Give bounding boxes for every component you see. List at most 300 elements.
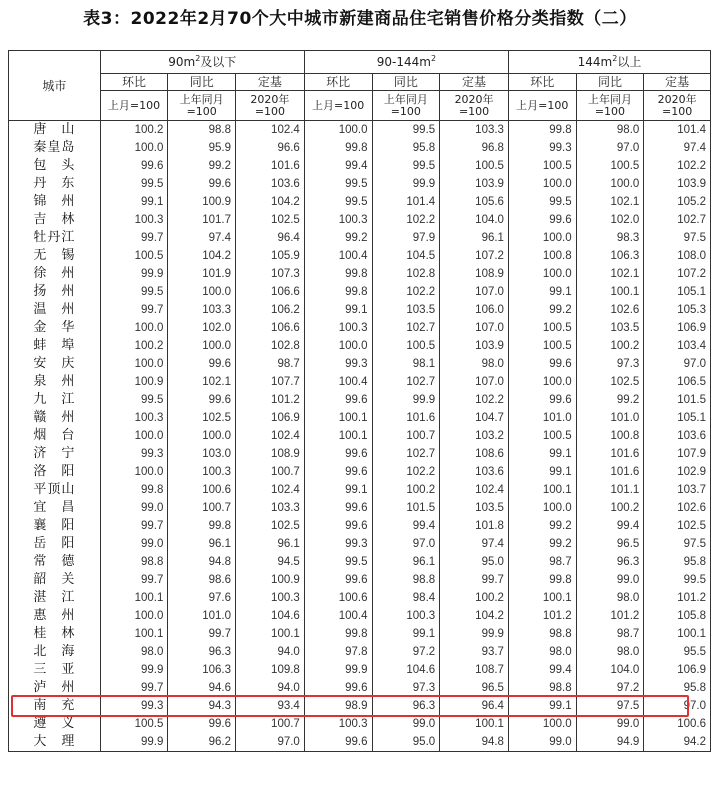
value-cell: 100.3 bbox=[168, 463, 236, 481]
value-cell: 103.9 bbox=[440, 337, 509, 355]
value-cell: 106.9 bbox=[644, 661, 711, 679]
city-cell: 大 理 bbox=[9, 733, 101, 752]
value-cell: 99.1 bbox=[304, 481, 372, 499]
base-header: 上月=100 bbox=[508, 91, 576, 121]
city-cell: 扬 州 bbox=[9, 283, 101, 301]
value-cell: 102.0 bbox=[168, 319, 236, 337]
city-cell: 金 华 bbox=[9, 319, 101, 337]
value-cell: 100.6 bbox=[304, 589, 372, 607]
table-row bbox=[9, 733, 711, 752]
value-cell: 99.8 bbox=[100, 481, 168, 499]
value-cell: 101.5 bbox=[644, 391, 711, 409]
value-cell: 99.4 bbox=[372, 517, 440, 535]
table-row bbox=[9, 625, 711, 643]
value-cell: 100.5 bbox=[372, 337, 440, 355]
value-cell: 103.5 bbox=[440, 499, 509, 517]
table-row bbox=[9, 445, 711, 463]
value-cell: 99.7 bbox=[100, 229, 168, 247]
table-title: 表3：2022年2月70个大中城市新建商品住宅销售价格分类指数（二） bbox=[83, 9, 637, 29]
value-cell: 107.3 bbox=[236, 265, 305, 283]
table-row bbox=[9, 193, 711, 211]
value-cell: 97.4 bbox=[644, 139, 711, 157]
city-cell: 三 亚 bbox=[9, 661, 101, 679]
value-cell: 103.5 bbox=[576, 319, 644, 337]
value-cell: 99.1 bbox=[100, 193, 168, 211]
value-cell: 100.7 bbox=[372, 427, 440, 445]
value-cell: 105.3 bbox=[644, 301, 711, 319]
value-cell: 100.3 bbox=[304, 211, 372, 229]
value-cell: 100.4 bbox=[304, 247, 372, 265]
value-cell: 107.7 bbox=[236, 373, 305, 391]
base-header-row bbox=[9, 91, 711, 121]
value-cell: 100.5 bbox=[508, 427, 576, 445]
value-cell: 98.4 bbox=[372, 589, 440, 607]
value-cell: 99.6 bbox=[168, 175, 236, 193]
value-cell: 100.2 bbox=[100, 337, 168, 355]
value-cell: 98.0 bbox=[576, 121, 644, 140]
city-column-header: 城市 bbox=[9, 51, 101, 121]
city-cell: 北 海 bbox=[9, 643, 101, 661]
city-cell: 九 江 bbox=[9, 391, 101, 409]
value-cell: 106.5 bbox=[644, 373, 711, 391]
value-cell: 99.8 bbox=[508, 121, 576, 140]
value-cell: 105.1 bbox=[644, 409, 711, 427]
value-cell: 100.2 bbox=[576, 499, 644, 517]
value-cell: 99.9 bbox=[372, 175, 440, 193]
value-cell: 106.6 bbox=[236, 283, 305, 301]
value-cell: 106.2 bbox=[236, 301, 305, 319]
value-cell: 106.3 bbox=[168, 661, 236, 679]
value-cell: 106.9 bbox=[236, 409, 305, 427]
value-cell: 100.5 bbox=[440, 157, 509, 175]
value-cell: 100.1 bbox=[304, 427, 372, 445]
value-cell: 99.2 bbox=[576, 391, 644, 409]
value-cell: 99.5 bbox=[100, 391, 168, 409]
city-cell: 宜 昌 bbox=[9, 499, 101, 517]
value-cell: 101.4 bbox=[372, 193, 440, 211]
value-cell: 100.0 bbox=[100, 355, 168, 373]
value-cell: 104.6 bbox=[372, 661, 440, 679]
value-cell: 100.3 bbox=[100, 211, 168, 229]
value-cell: 105.6 bbox=[440, 193, 509, 211]
value-cell: 99.6 bbox=[168, 391, 236, 409]
table-row bbox=[9, 697, 711, 715]
value-cell: 96.3 bbox=[168, 643, 236, 661]
value-cell: 99.9 bbox=[100, 661, 168, 679]
table-row bbox=[9, 139, 711, 157]
value-cell: 99.1 bbox=[508, 445, 576, 463]
value-cell: 101.0 bbox=[168, 607, 236, 625]
value-cell: 100.0 bbox=[508, 229, 576, 247]
value-cell: 100.3 bbox=[304, 319, 372, 337]
value-cell: 100.0 bbox=[100, 607, 168, 625]
value-cell: 102.0 bbox=[576, 211, 644, 229]
value-cell: 108.0 bbox=[644, 247, 711, 265]
city-cell: 牡丹江 bbox=[9, 229, 101, 247]
value-cell: 94.5 bbox=[236, 553, 305, 571]
value-cell: 99.9 bbox=[440, 625, 509, 643]
value-cell: 98.0 bbox=[576, 643, 644, 661]
value-cell: 103.3 bbox=[440, 121, 509, 140]
value-cell: 100.5 bbox=[100, 247, 168, 265]
value-cell: 102.1 bbox=[576, 265, 644, 283]
table-row bbox=[9, 211, 711, 229]
value-cell: 96.1 bbox=[440, 229, 509, 247]
value-cell: 102.9 bbox=[644, 463, 711, 481]
value-cell: 102.6 bbox=[576, 301, 644, 319]
value-cell: 100.6 bbox=[644, 715, 711, 733]
value-cell: 104.6 bbox=[236, 607, 305, 625]
value-cell: 99.6 bbox=[508, 355, 576, 373]
value-cell: 98.8 bbox=[100, 553, 168, 571]
value-cell: 99.9 bbox=[372, 391, 440, 409]
value-cell: 99.6 bbox=[304, 499, 372, 517]
table-row bbox=[9, 589, 711, 607]
city-cell: 常 德 bbox=[9, 553, 101, 571]
city-cell: 徐 州 bbox=[9, 265, 101, 283]
value-cell: 95.8 bbox=[644, 553, 711, 571]
value-cell: 105.9 bbox=[236, 247, 305, 265]
table-row bbox=[9, 517, 711, 535]
value-cell: 100.5 bbox=[508, 337, 576, 355]
value-cell: 102.7 bbox=[372, 319, 440, 337]
value-cell: 100.0 bbox=[100, 427, 168, 445]
value-cell: 99.8 bbox=[508, 571, 576, 589]
city-cell: 南 充 bbox=[9, 697, 101, 715]
value-cell: 99.6 bbox=[304, 517, 372, 535]
value-cell: 108.9 bbox=[236, 445, 305, 463]
value-cell: 99.8 bbox=[304, 265, 372, 283]
group-label-sup: 2 bbox=[195, 54, 201, 63]
metric-header: 同比 bbox=[576, 74, 644, 91]
group-label: 144m bbox=[577, 55, 613, 69]
value-cell: 103.9 bbox=[644, 175, 711, 193]
value-cell: 98.7 bbox=[576, 625, 644, 643]
value-cell: 99.5 bbox=[644, 571, 711, 589]
table-row bbox=[9, 337, 711, 355]
value-cell: 99.0 bbox=[100, 535, 168, 553]
value-cell: 100.0 bbox=[100, 139, 168, 157]
value-cell: 100.0 bbox=[168, 427, 236, 445]
value-cell: 99.5 bbox=[100, 283, 168, 301]
value-cell: 99.6 bbox=[304, 463, 372, 481]
value-cell: 100.1 bbox=[236, 625, 305, 643]
base-header: 2020年=100 bbox=[644, 91, 711, 121]
value-cell: 103.4 bbox=[644, 337, 711, 355]
value-cell: 102.5 bbox=[576, 373, 644, 391]
city-cell: 蚌 埠 bbox=[9, 337, 101, 355]
value-cell: 97.6 bbox=[168, 589, 236, 607]
group-label: 90-144m bbox=[376, 55, 431, 69]
value-cell: 100.1 bbox=[100, 589, 168, 607]
value-cell: 101.5 bbox=[372, 499, 440, 517]
value-cell: 102.8 bbox=[236, 337, 305, 355]
value-cell: 103.5 bbox=[372, 301, 440, 319]
value-cell: 102.5 bbox=[236, 211, 305, 229]
group-label-sup: 2 bbox=[430, 54, 437, 63]
value-cell: 107.0 bbox=[440, 373, 509, 391]
value-cell: 106.0 bbox=[440, 301, 509, 319]
base-header: 上年同月=100 bbox=[168, 91, 236, 121]
value-cell: 99.5 bbox=[304, 193, 372, 211]
value-cell: 99.1 bbox=[372, 625, 440, 643]
value-cell: 102.1 bbox=[168, 373, 236, 391]
value-cell: 100.0 bbox=[100, 463, 168, 481]
city-cell: 泸 州 bbox=[9, 679, 101, 697]
value-cell: 102.2 bbox=[372, 283, 440, 301]
value-cell: 100.2 bbox=[372, 481, 440, 499]
table-row bbox=[9, 409, 711, 427]
value-cell: 102.4 bbox=[236, 427, 305, 445]
metric-header: 环比 bbox=[100, 74, 168, 91]
value-cell: 103.3 bbox=[168, 301, 236, 319]
base-header: 2020年=100 bbox=[236, 91, 305, 121]
value-cell: 96.3 bbox=[576, 553, 644, 571]
value-cell: 99.0 bbox=[372, 715, 440, 733]
value-cell: 100.8 bbox=[576, 427, 644, 445]
value-cell: 105.1 bbox=[644, 283, 711, 301]
value-cell: 96.6 bbox=[236, 139, 305, 157]
value-cell: 101.0 bbox=[576, 409, 644, 427]
value-cell: 99.6 bbox=[304, 679, 372, 697]
value-cell: 104.0 bbox=[576, 661, 644, 679]
value-cell: 102.5 bbox=[236, 517, 305, 535]
value-cell: 99.3 bbox=[100, 697, 168, 715]
table-row bbox=[9, 553, 711, 571]
value-cell: 100.1 bbox=[440, 715, 509, 733]
value-cell: 98.3 bbox=[576, 229, 644, 247]
value-cell: 100.1 bbox=[576, 283, 644, 301]
value-cell: 97.8 bbox=[304, 643, 372, 661]
value-cell: 99.6 bbox=[304, 733, 372, 752]
value-cell: 107.2 bbox=[440, 247, 509, 265]
table-row bbox=[9, 247, 711, 265]
value-cell: 107.0 bbox=[440, 283, 509, 301]
metric-header: 定基 bbox=[440, 74, 509, 91]
value-cell: 99.5 bbox=[100, 175, 168, 193]
table-row bbox=[9, 121, 711, 140]
value-cell: 99.1 bbox=[508, 283, 576, 301]
city-cell: 吉 林 bbox=[9, 211, 101, 229]
table-row bbox=[9, 265, 711, 283]
city-cell: 湛 江 bbox=[9, 589, 101, 607]
city-cell: 遵 义 bbox=[9, 715, 101, 733]
value-cell: 100.9 bbox=[236, 571, 305, 589]
value-cell: 101.2 bbox=[236, 391, 305, 409]
value-cell: 104.0 bbox=[440, 211, 509, 229]
value-cell: 101.6 bbox=[236, 157, 305, 175]
value-cell: 99.0 bbox=[100, 499, 168, 517]
value-cell: 102.7 bbox=[372, 445, 440, 463]
metric-header: 定基 bbox=[236, 74, 305, 91]
value-cell: 100.3 bbox=[304, 715, 372, 733]
table-row bbox=[9, 643, 711, 661]
value-cell: 98.7 bbox=[236, 355, 305, 373]
value-cell: 97.2 bbox=[576, 679, 644, 697]
value-cell: 99.6 bbox=[304, 391, 372, 409]
city-cell: 泉 州 bbox=[9, 373, 101, 391]
table-header bbox=[9, 51, 711, 121]
table-row bbox=[9, 157, 711, 175]
value-cell: 101.0 bbox=[508, 409, 576, 427]
value-cell: 100.6 bbox=[168, 481, 236, 499]
value-cell: 99.8 bbox=[304, 625, 372, 643]
value-cell: 101.6 bbox=[576, 445, 644, 463]
value-cell: 103.3 bbox=[236, 499, 305, 517]
value-cell: 95.5 bbox=[644, 643, 711, 661]
value-cell: 96.3 bbox=[372, 697, 440, 715]
value-cell: 103.6 bbox=[644, 427, 711, 445]
value-cell: 100.0 bbox=[100, 319, 168, 337]
value-cell: 99.5 bbox=[508, 193, 576, 211]
value-cell: 97.0 bbox=[644, 697, 711, 715]
value-cell: 99.6 bbox=[304, 445, 372, 463]
value-cell: 98.0 bbox=[508, 643, 576, 661]
value-cell: 103.2 bbox=[440, 427, 509, 445]
value-cell: 97.4 bbox=[440, 535, 509, 553]
table-row bbox=[9, 535, 711, 553]
value-cell: 100.9 bbox=[100, 373, 168, 391]
value-cell: 98.9 bbox=[304, 697, 372, 715]
value-cell: 100.7 bbox=[168, 499, 236, 517]
value-cell: 99.9 bbox=[304, 661, 372, 679]
table-row bbox=[9, 463, 711, 481]
value-cell: 100.9 bbox=[168, 193, 236, 211]
value-cell: 94.0 bbox=[236, 643, 305, 661]
value-cell: 99.8 bbox=[304, 283, 372, 301]
value-cell: 99.2 bbox=[508, 535, 576, 553]
value-cell: 102.2 bbox=[372, 211, 440, 229]
value-cell: 96.4 bbox=[440, 697, 509, 715]
table-row bbox=[9, 391, 711, 409]
value-cell: 99.3 bbox=[304, 355, 372, 373]
value-cell: 107.2 bbox=[644, 265, 711, 283]
value-cell: 98.8 bbox=[508, 625, 576, 643]
group-label-tail: 以上 bbox=[617, 55, 642, 69]
value-cell: 100.1 bbox=[508, 481, 576, 499]
value-cell: 99.0 bbox=[508, 733, 576, 752]
value-cell: 96.2 bbox=[168, 733, 236, 752]
value-cell: 100.0 bbox=[508, 715, 576, 733]
table-row bbox=[9, 499, 711, 517]
value-cell: 97.4 bbox=[168, 229, 236, 247]
value-cell: 100.2 bbox=[100, 121, 168, 140]
value-cell: 100.7 bbox=[236, 715, 305, 733]
table-row bbox=[9, 319, 711, 337]
value-cell: 98.8 bbox=[372, 571, 440, 589]
value-cell: 101.1 bbox=[576, 481, 644, 499]
value-cell: 100.2 bbox=[576, 337, 644, 355]
value-cell: 99.2 bbox=[508, 517, 576, 535]
base-header: 2020年=100 bbox=[440, 91, 509, 121]
value-cell: 99.6 bbox=[304, 571, 372, 589]
value-cell: 99.3 bbox=[508, 139, 576, 157]
value-cell: 102.2 bbox=[372, 463, 440, 481]
value-cell: 104.2 bbox=[168, 247, 236, 265]
metric-header: 同比 bbox=[168, 74, 236, 91]
metric-header-row bbox=[9, 74, 711, 91]
table-body bbox=[9, 121, 711, 752]
metric-header: 同比 bbox=[372, 74, 440, 91]
value-cell: 99.4 bbox=[576, 517, 644, 535]
city-cell: 岳 阳 bbox=[9, 535, 101, 553]
value-cell: 100.2 bbox=[440, 589, 509, 607]
value-cell: 95.0 bbox=[440, 553, 509, 571]
value-cell: 104.2 bbox=[440, 607, 509, 625]
value-cell: 96.5 bbox=[440, 679, 509, 697]
value-cell: 96.8 bbox=[440, 139, 509, 157]
value-cell: 95.8 bbox=[372, 139, 440, 157]
value-cell: 101.7 bbox=[168, 211, 236, 229]
value-cell: 94.2 bbox=[644, 733, 711, 752]
value-cell: 95.0 bbox=[372, 733, 440, 752]
value-cell: 99.5 bbox=[304, 175, 372, 193]
value-cell: 95.8 bbox=[644, 679, 711, 697]
value-cell: 97.9 bbox=[372, 229, 440, 247]
value-cell: 102.7 bbox=[644, 211, 711, 229]
value-cell: 97.0 bbox=[644, 355, 711, 373]
value-cell: 107.9 bbox=[644, 445, 711, 463]
value-cell: 98.6 bbox=[168, 571, 236, 589]
value-cell: 100.3 bbox=[100, 409, 168, 427]
value-cell: 97.3 bbox=[372, 679, 440, 697]
value-cell: 98.0 bbox=[576, 589, 644, 607]
value-cell: 102.5 bbox=[168, 409, 236, 427]
value-cell: 96.1 bbox=[168, 535, 236, 553]
table-row bbox=[9, 607, 711, 625]
value-cell: 101.6 bbox=[372, 409, 440, 427]
value-cell: 103.9 bbox=[440, 175, 509, 193]
metric-header: 定基 bbox=[644, 74, 711, 91]
base-header: 上年同月=100 bbox=[372, 91, 440, 121]
value-cell: 100.1 bbox=[304, 409, 372, 427]
value-cell: 102.8 bbox=[372, 265, 440, 283]
value-cell: 102.7 bbox=[372, 373, 440, 391]
table-row bbox=[9, 175, 711, 193]
value-cell: 99.4 bbox=[304, 157, 372, 175]
value-cell: 98.8 bbox=[508, 679, 576, 697]
value-cell: 101.2 bbox=[508, 607, 576, 625]
value-cell: 100.0 bbox=[576, 175, 644, 193]
city-cell: 洛 阳 bbox=[9, 463, 101, 481]
group-label-tail: 及以下 bbox=[200, 55, 237, 69]
value-cell: 99.9 bbox=[100, 733, 168, 752]
value-cell: 99.7 bbox=[440, 571, 509, 589]
value-cell: 107.0 bbox=[440, 319, 509, 337]
value-cell: 94.8 bbox=[440, 733, 509, 752]
value-cell: 94.6 bbox=[168, 679, 236, 697]
value-cell: 95.9 bbox=[168, 139, 236, 157]
value-cell: 100.0 bbox=[508, 373, 576, 391]
value-cell: 100.4 bbox=[304, 607, 372, 625]
value-cell: 99.6 bbox=[508, 391, 576, 409]
value-cell: 104.5 bbox=[372, 247, 440, 265]
value-cell: 108.9 bbox=[440, 265, 509, 283]
value-cell: 98.1 bbox=[372, 355, 440, 373]
value-cell: 100.5 bbox=[576, 157, 644, 175]
base-header: 上年同月=100 bbox=[576, 91, 644, 121]
value-cell: 99.1 bbox=[508, 697, 576, 715]
value-cell: 99.7 bbox=[168, 625, 236, 643]
price-index-table bbox=[8, 50, 711, 752]
value-cell: 102.2 bbox=[440, 391, 509, 409]
table-row bbox=[9, 481, 711, 499]
value-cell: 100.3 bbox=[372, 607, 440, 625]
value-cell: 96.4 bbox=[236, 229, 305, 247]
city-cell: 惠 州 bbox=[9, 607, 101, 625]
value-cell: 99.6 bbox=[168, 355, 236, 373]
city-cell: 韶 关 bbox=[9, 571, 101, 589]
